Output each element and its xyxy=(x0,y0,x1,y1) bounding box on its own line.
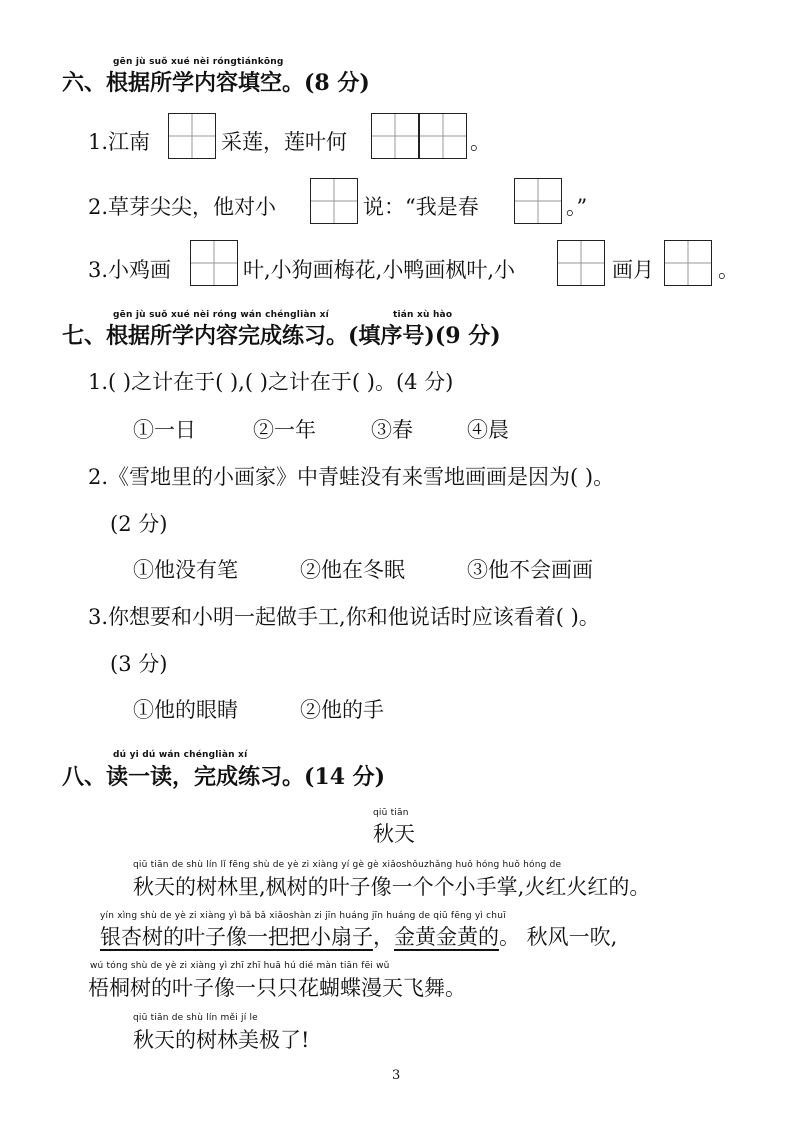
s6-q3-text-d: 。 xyxy=(718,258,739,282)
section8-pinyin: dú yi dú wán chéngliàn xí xyxy=(113,750,248,760)
s7-q2-option-1: ①他没有笔 xyxy=(133,558,238,582)
reading-p2-pinyin: yín xìng shù de yè zi xiàng yì bǎ bǎ xiǎoshàn zi jīn huáng jīn huáng de qiū fēng yì chuī xyxy=(100,911,506,921)
s6-q1-box1[interactable] xyxy=(168,113,216,159)
s6-q3-box3[interactable] xyxy=(664,240,712,286)
s6-q3-box1[interactable] xyxy=(190,240,238,286)
s7-q3-text: 3.你想要和小明一起做手工,你和他说话时应该看着( )。 xyxy=(88,605,600,629)
s6-q1-box2[interactable] xyxy=(371,113,419,159)
section8-heading: 八、读一读，完成练习。(14 分) xyxy=(62,764,386,790)
s7-q2-score: (2 分) xyxy=(110,512,168,536)
reading-title-pinyin: qiū tiān xyxy=(373,808,409,818)
s6-q1-text-b: 采莲，莲叶何 xyxy=(221,130,347,154)
s6-q3-text-b: 叶,小狗画梅花,小鸭画枫叶,小 xyxy=(243,258,516,282)
reading-p2-underline-1: 银杏树的叶子像一把把小扇子 xyxy=(100,925,373,949)
s6-q3-box2[interactable] xyxy=(557,240,605,286)
reading-p3: 梧桐树的叶子像一只只花蝴蝶漫天飞舞。 xyxy=(88,976,466,1000)
s7-q1-option-3: ③春 xyxy=(371,418,413,442)
s6-q1-text-c: 。 xyxy=(470,130,491,154)
page-number: 3 xyxy=(392,1068,401,1083)
reading-p1: 秋天的树林里,枫树的叶子像一个个小手掌,火红火红的。 xyxy=(133,875,651,899)
s6-q2-box1[interactable] xyxy=(310,178,358,224)
s7-q3-option-1: ①他的眼睛 xyxy=(133,698,238,722)
reading-p3-pinyin: wú tóng shù de yè zi xiàng yì zhī zhī huā hú dié màn tiān fēi wǔ xyxy=(90,961,390,971)
s7-q2-option-3: ③他不会画画 xyxy=(467,558,593,582)
section7-pinyin: gēn jù suǒ xué nèi róng wán chéngliàn xí xyxy=(113,310,329,320)
section6-heading: 六、根据所学内容填空。(8 分) xyxy=(62,70,370,96)
reading-p2-underline-2: 金黄金黄的 xyxy=(394,925,499,949)
section6-pinyin: gēn jù suǒ xué nèi róngtiánkōng xyxy=(113,57,284,67)
reading-p4: 秋天的树林美极了! xyxy=(133,1028,310,1052)
s7-q3-score: (3 分) xyxy=(110,652,168,676)
reading-p2-end: 。 秋风一吹, xyxy=(499,925,618,949)
s6-q1-text-a: 1.江南 xyxy=(88,130,151,154)
s6-q2-text-b: 说：“我是春 xyxy=(363,195,479,219)
s7-q2-text: 2.《雪地里的小画家》中青蛙没有来雪地画画是因为( )。 xyxy=(88,465,615,489)
s7-q1-option-2: ②一年 xyxy=(253,418,316,442)
reading-p1-pinyin: qiū tiān de shù lín lǐ fēng shù de yè zi xiàng yí gè gè xiǎoshǒuzhǎng huǒ hóng huǒ hóng de xyxy=(133,860,562,870)
s7-q1-option-1: ①一日 xyxy=(133,418,196,442)
reading-title: 秋天 xyxy=(373,822,415,846)
s7-q1-text: 1.( )之计在于( ),( )之计在于( )。(4 分) xyxy=(88,370,454,394)
section7-pinyin-extra: tián xù hào xyxy=(393,310,453,320)
s6-q2-text-c: 。” xyxy=(566,195,588,219)
reading-p2-comma: ， xyxy=(373,925,394,949)
s6-q2-text-a: 2.草芽尖尖，他对小 xyxy=(88,195,277,219)
s7-q3-option-2: ②他的手 xyxy=(300,698,384,722)
reading-p4-pinyin: qiū tiān de shù lín měi jí le xyxy=(133,1013,258,1023)
s6-q1-box3[interactable] xyxy=(419,113,467,159)
reading-p2 xyxy=(100,921,617,951)
s7-q2-option-2: ②他在冬眠 xyxy=(300,558,405,582)
s6-q3-text-c: 画月 xyxy=(612,258,654,282)
s6-q2-box2[interactable] xyxy=(514,178,562,224)
s6-q3-text-a: 3.小鸡画 xyxy=(88,258,172,282)
section7-heading: 七、根据所学内容完成练习。(填序号)(9 分) xyxy=(62,323,501,349)
s7-q1-option-4: ④晨 xyxy=(467,418,509,442)
